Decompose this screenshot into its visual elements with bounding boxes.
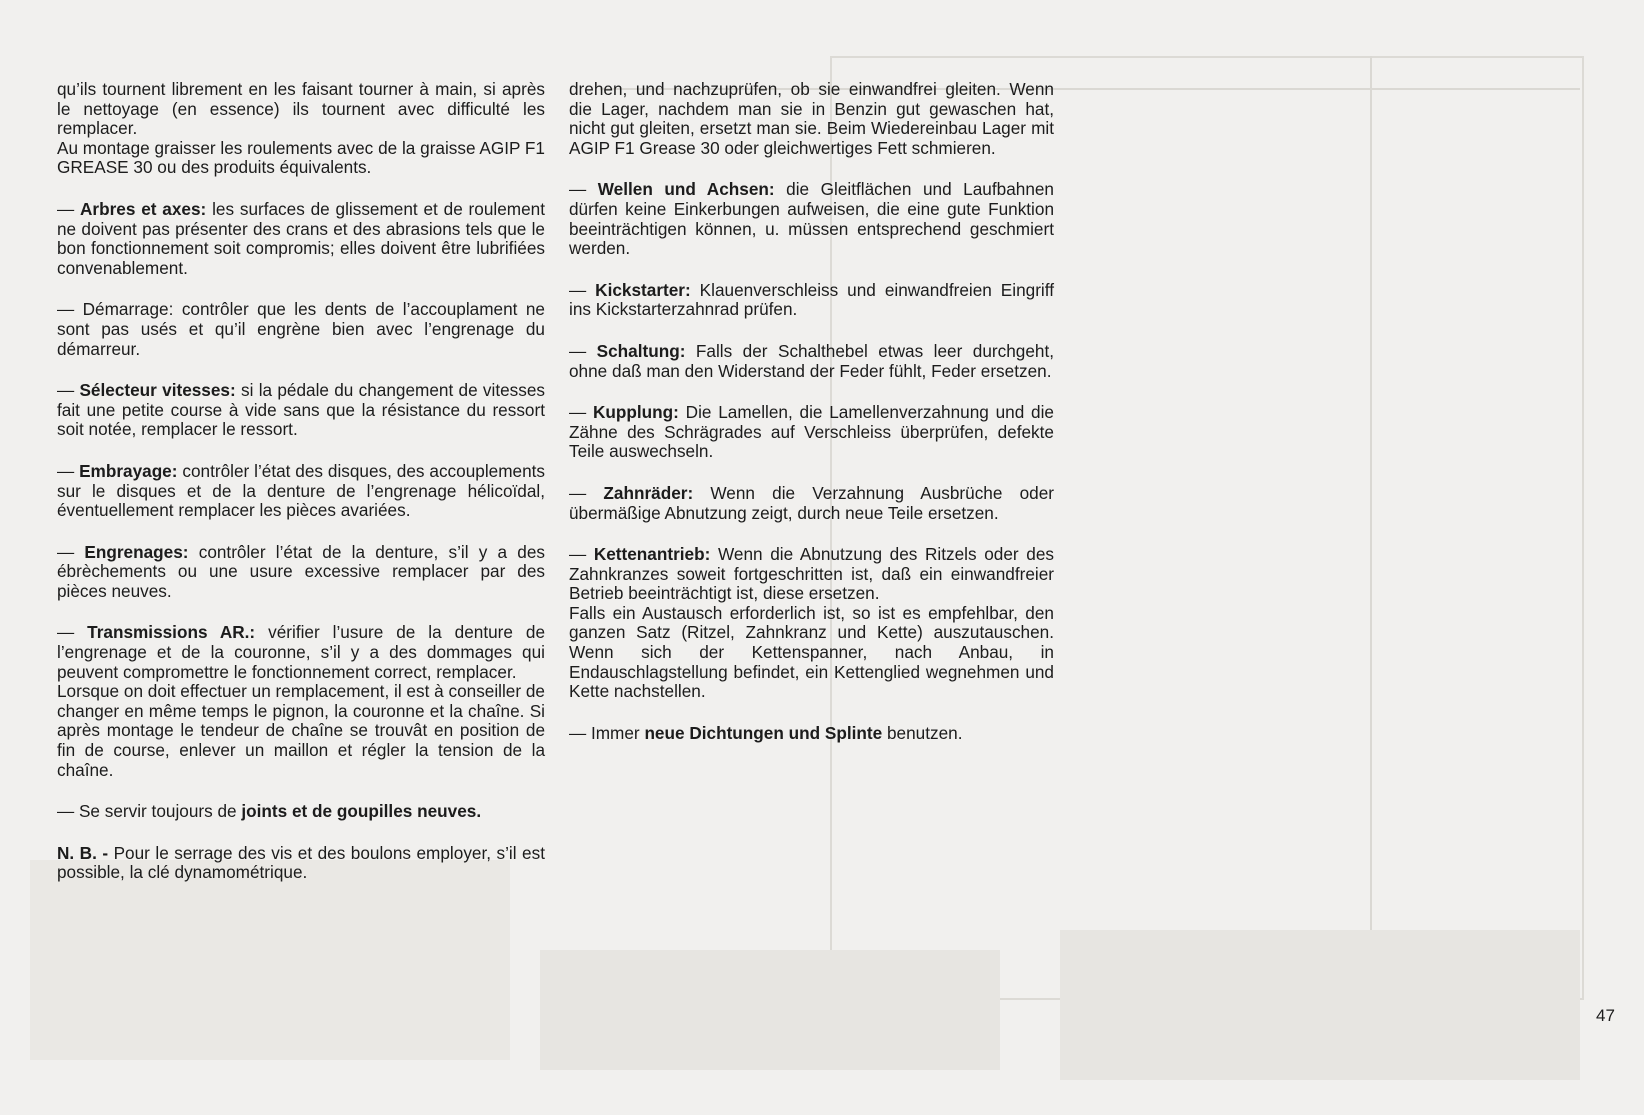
- body-text: —: [57, 380, 80, 401]
- body-text: —: [569, 340, 597, 361]
- body-text: Die Lamellen, die Lamellenverzahnung und die Zähne des Schrägrades auf Verschleiss überprüfen, defekte Teile auswechseln.: [569, 402, 1054, 462]
- body-text: — Se servir toujours de: [57, 801, 242, 822]
- body-text: benutzen.: [882, 722, 963, 743]
- body-text: si la pédale du changement de vitesses fait une petite course à vide sans que la résistance du ressort soit notée, remplacer le ressort.: [57, 380, 545, 440]
- body-text: —: [57, 622, 88, 643]
- body-text: —: [57, 541, 85, 562]
- body-text: —: [57, 198, 80, 219]
- paragraph: [569, 403, 1054, 462]
- bold-heading-text: Engrenages:: [84, 541, 189, 562]
- bleed-through-figure: [30, 860, 510, 1060]
- bold-heading-text: Transmissions AR.:: [87, 622, 256, 643]
- body-text: qu’ils tournent librement en les faisant tourner à main, si après le nettoyage (en essence) ils tournent avec difficulté les remplacer.: [57, 79, 545, 139]
- body-text: contrôler l’état de la denture, s’il y a des ébrèchements ou une usure excessive remplacer par des pièces neuves.: [57, 541, 545, 601]
- paragraph: [569, 724, 1054, 744]
- paragraph: [57, 802, 545, 822]
- bold-heading-text: Kettenantrieb:: [593, 544, 711, 565]
- body-text: Au montage graisser les roulements avec de la graisse AGIP F1 GREASE 30 ou des produits équivalents.: [57, 137, 545, 178]
- body-text: —: [569, 402, 593, 423]
- body-text: Pour le serrage des vis et des boulons employer, s’il est possible, la clé dynamométrique.: [57, 842, 545, 883]
- paragraph: [57, 844, 545, 883]
- german-column: [569, 80, 1054, 743]
- body-text: — Démarrage: contrôler que les dents de l’accouplament ne sont pas usés et qu’il engrène bien avec l’engrenage du démarreur.: [57, 299, 545, 359]
- paragraph: [57, 381, 545, 440]
- bold-heading-text: Schaltung:: [596, 340, 686, 361]
- french-column: [57, 80, 545, 883]
- body-text: — Immer: [569, 722, 645, 743]
- body-text: —: [569, 279, 596, 300]
- paragraph: [57, 139, 545, 178]
- paragraph: [57, 300, 545, 359]
- paragraph: [569, 281, 1054, 320]
- body-text: Falls ein Austausch erforderlich ist, so ist es empfehlbar, den ganzen Satz (Ritzel, Zahnkranz und Kette) auszutauschen. Wenn sich der Kettenspanner, nach Anbau, in Endauschlagstellung befindet, ein Kettenglied wegnehmen und Kette nachstellen.: [569, 602, 1054, 702]
- bold-heading-text: Arbres et axes:: [80, 198, 207, 219]
- body-text: —: [57, 460, 80, 481]
- body-text: Wenn die Verzahnung Ausbrüche oder übermäßige Abnutzung zeigt, durch neue Teile ersetzen.: [569, 482, 1055, 523]
- bold-heading-text: Kickstarter:: [595, 279, 691, 300]
- body-text: Klauenverschleiss und einwandfreien Eingriff ins Kickstarterzahnrad prüfen.: [569, 279, 1054, 320]
- bold-heading-text: Kupplung:: [592, 402, 679, 423]
- paragraph: [57, 543, 545, 602]
- bold-heading-text: Sélecteur vitesses:: [79, 380, 236, 401]
- paragraph: [569, 604, 1054, 702]
- bleed-through-figure: [1060, 930, 1580, 1080]
- paragraph: [569, 342, 1054, 381]
- paragraph: [569, 484, 1054, 523]
- paragraph: [57, 462, 545, 521]
- bleed-through-figure: [540, 950, 1000, 1070]
- paragraph: [57, 80, 545, 139]
- paragraph: [57, 682, 545, 780]
- bleed-through-column-rule: [1370, 56, 1372, 996]
- body-text: Lorsque on doit effectuer un remplacement, il est à conseiller de changer en même temps le pignon, la couronne et la chaîne. Si après montage le tendeur de chaîne se trouvât en position de fin de course, enlever un maillon et régler la tension de la chaîne.: [57, 681, 545, 780]
- body-text: Falls der Schalthebel etwas leer durchgeht, ohne daß man den Widerstand der Feder fühlt, Feder ersetzen.: [569, 340, 1054, 381]
- paragraph: [569, 180, 1054, 258]
- body-text: —: [569, 179, 598, 200]
- body-text: Wenn die Abnutzung des Ritzels oder des Zahnkranzes soweit fortgeschritten ist, daß ein einwandfreier Betrieb beeinträchtigt ist, diese ersetzen.: [569, 544, 1054, 604]
- paragraph: [57, 623, 545, 682]
- body-text: vérifier l’usure de la denture de l’engrenage et de la couronne, s’il y a des dommages qui peuvent compromettre le fonctionnement correct, remplacer.: [57, 622, 546, 682]
- body-text: —: [569, 482, 604, 503]
- body-text: les surfaces de glissement et de roulement ne doivent pas présenter des crans et des abrasions tels que le bon fonctionnement soit compromis; elles doivent être lubrifiées convenablement.: [57, 198, 545, 278]
- page-number: 47: [1596, 1006, 1615, 1025]
- body-text: drehen, und nachzuprüfen, ob sie einwandfrei gleiten. Wenn die Lager, nachdem man sie in Benzin gut gewaschen hat, nicht gut gleiten, ersetzt man sie. Beim Wiedereinbau Lager mit AGIP F1 Grease 30 oder gleichwertiges Fett schmieren.: [569, 79, 1054, 158]
- body-text: die Gleitflächen und Laufbahnen dürfen keine Einkerbungen aufweisen, die eine gute Funktion beeinträchtigen können, u. müssen entsprechend geschmiert werden.: [569, 179, 1054, 259]
- bold-heading-text: Embrayage:: [79, 460, 178, 481]
- paragraph: [569, 80, 1054, 158]
- bold-heading-text: N. B. -: [57, 842, 109, 863]
- body-text: contrôler l’état des disques, des accouplements sur le disques et de la denture de l’engrenage hélicoïdal, éventuellement remplacer les pièces avariées.: [57, 460, 545, 521]
- bold-heading-text: joints et de goupilles neuves.: [241, 801, 482, 822]
- paragraph: [569, 545, 1054, 604]
- bold-heading-text: Zahnräder:: [603, 482, 694, 503]
- body-text: —: [569, 544, 594, 565]
- paragraph: [57, 200, 545, 278]
- bold-heading-text: Wellen und Achsen:: [597, 179, 775, 200]
- bold-heading-text: neue Dichtungen und Splinte: [644, 722, 883, 743]
